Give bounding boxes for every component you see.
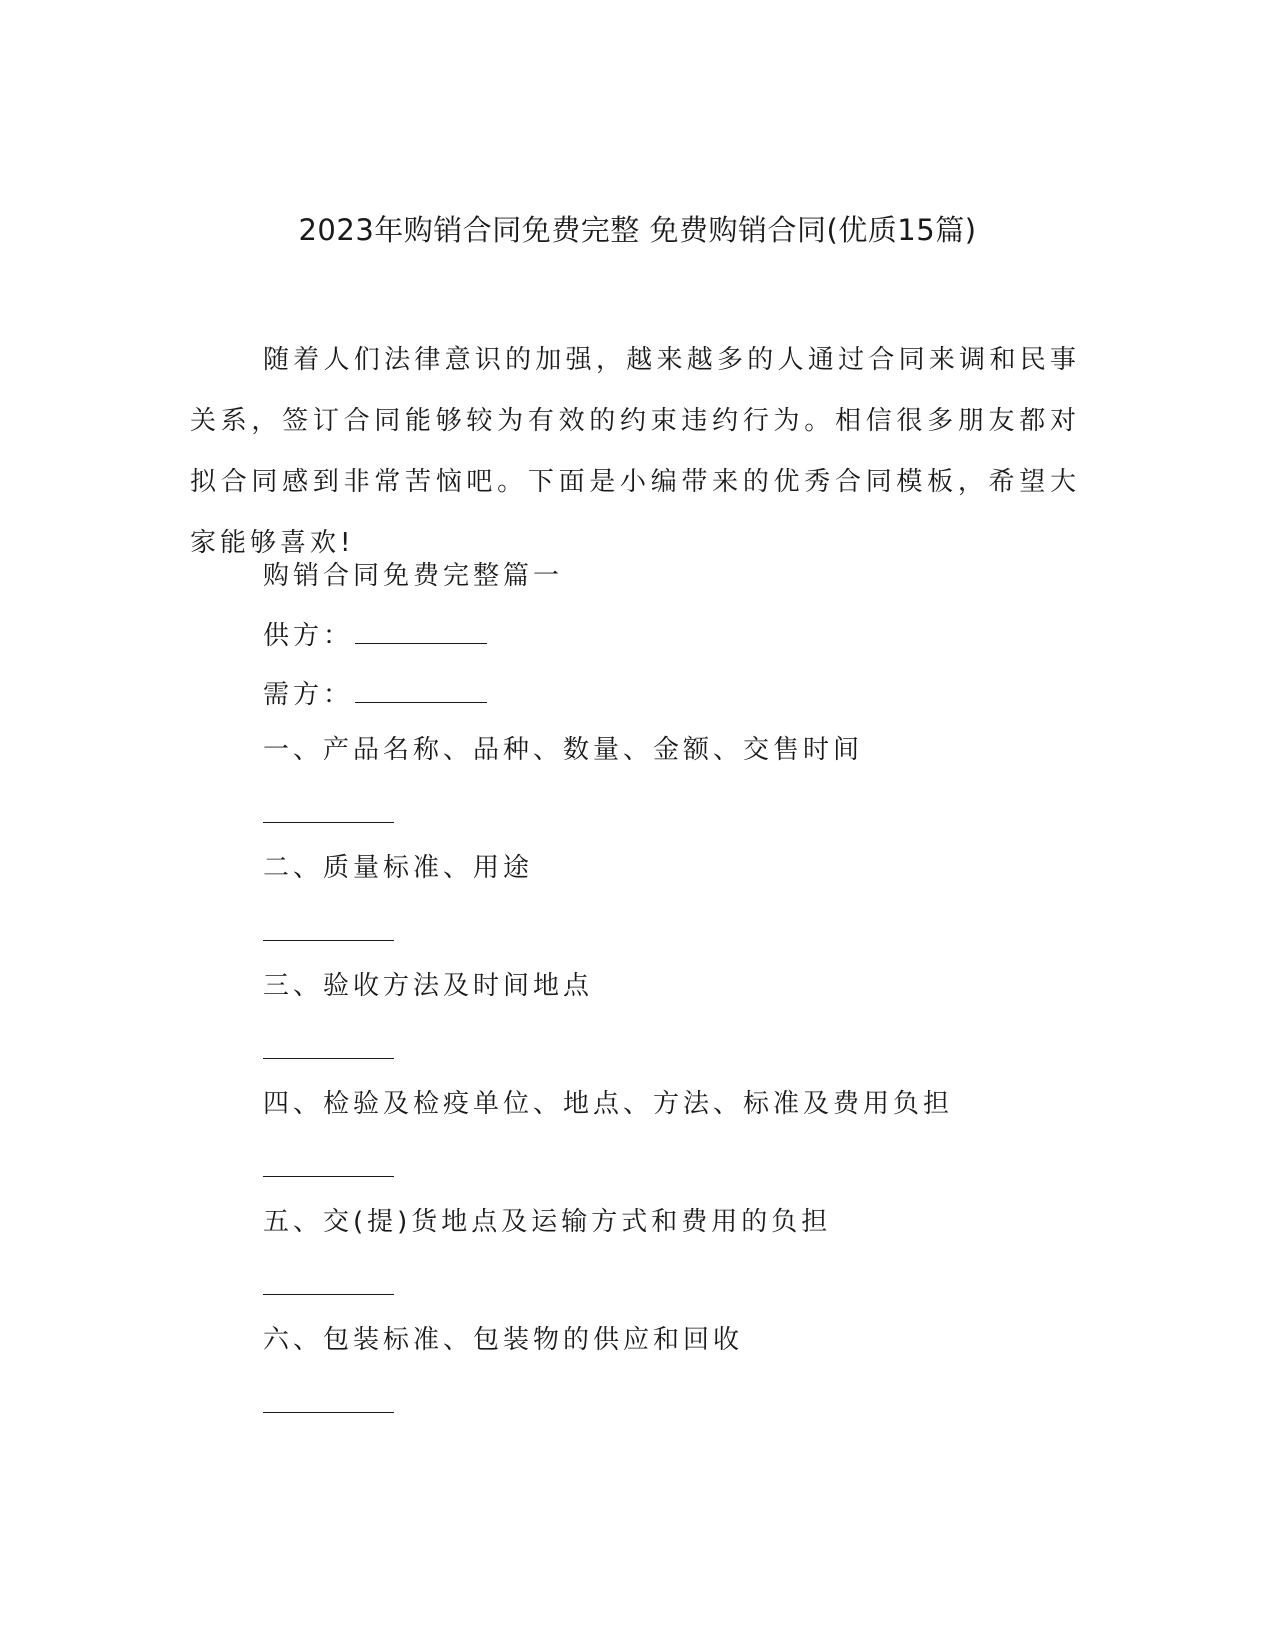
document-title: 2023年购销合同免费完整 免费购销合同(优质15篇) <box>298 213 977 247</box>
clause-1: 一、产品名称、品种、数量、金额、交售时间 <box>263 735 864 765</box>
clause-4-blank[interactable] <box>263 1176 394 1177</box>
buyer-blank[interactable] <box>355 672 487 703</box>
clause-5: 五、交(提)货地点及运输方式和费用的负担 <box>263 1207 832 1237</box>
clause-2-blank[interactable] <box>263 940 394 941</box>
clause-6-blank[interactable] <box>263 1412 394 1413</box>
clause-3: 三、验收方法及时间地点 <box>263 971 594 1001</box>
supplier-label: 供方： <box>263 621 354 651</box>
clause-4: 四、检验及检疫单位、地点、方法、标准及费用负担 <box>263 1089 954 1119</box>
clause-1-blank[interactable] <box>263 822 394 823</box>
buyer-line <box>263 672 487 715</box>
clause-5-blank[interactable] <box>263 1294 394 1295</box>
section-heading: 购销合同免费完整篇一 <box>263 561 564 591</box>
clause-3-blank[interactable] <box>263 1058 394 1059</box>
clause-2: 二、质量标准、用途 <box>263 853 534 883</box>
supplier-blank[interactable] <box>355 613 487 644</box>
intro-paragraph: 随着人们法律意识的加强，越来越多的人通过合同来调和民事关系，签订合同能够较为有效的约束违约行为。相信很多朋友都对拟合同感到非常苦恼吧。下面是小编带来的优秀合同模板，希望大家能够喜欢! <box>190 345 1080 558</box>
buyer-label: 需方： <box>263 680 354 710</box>
clause-6: 六、包装标准、包装物的供应和回收 <box>263 1325 744 1355</box>
supplier-line <box>263 613 487 656</box>
